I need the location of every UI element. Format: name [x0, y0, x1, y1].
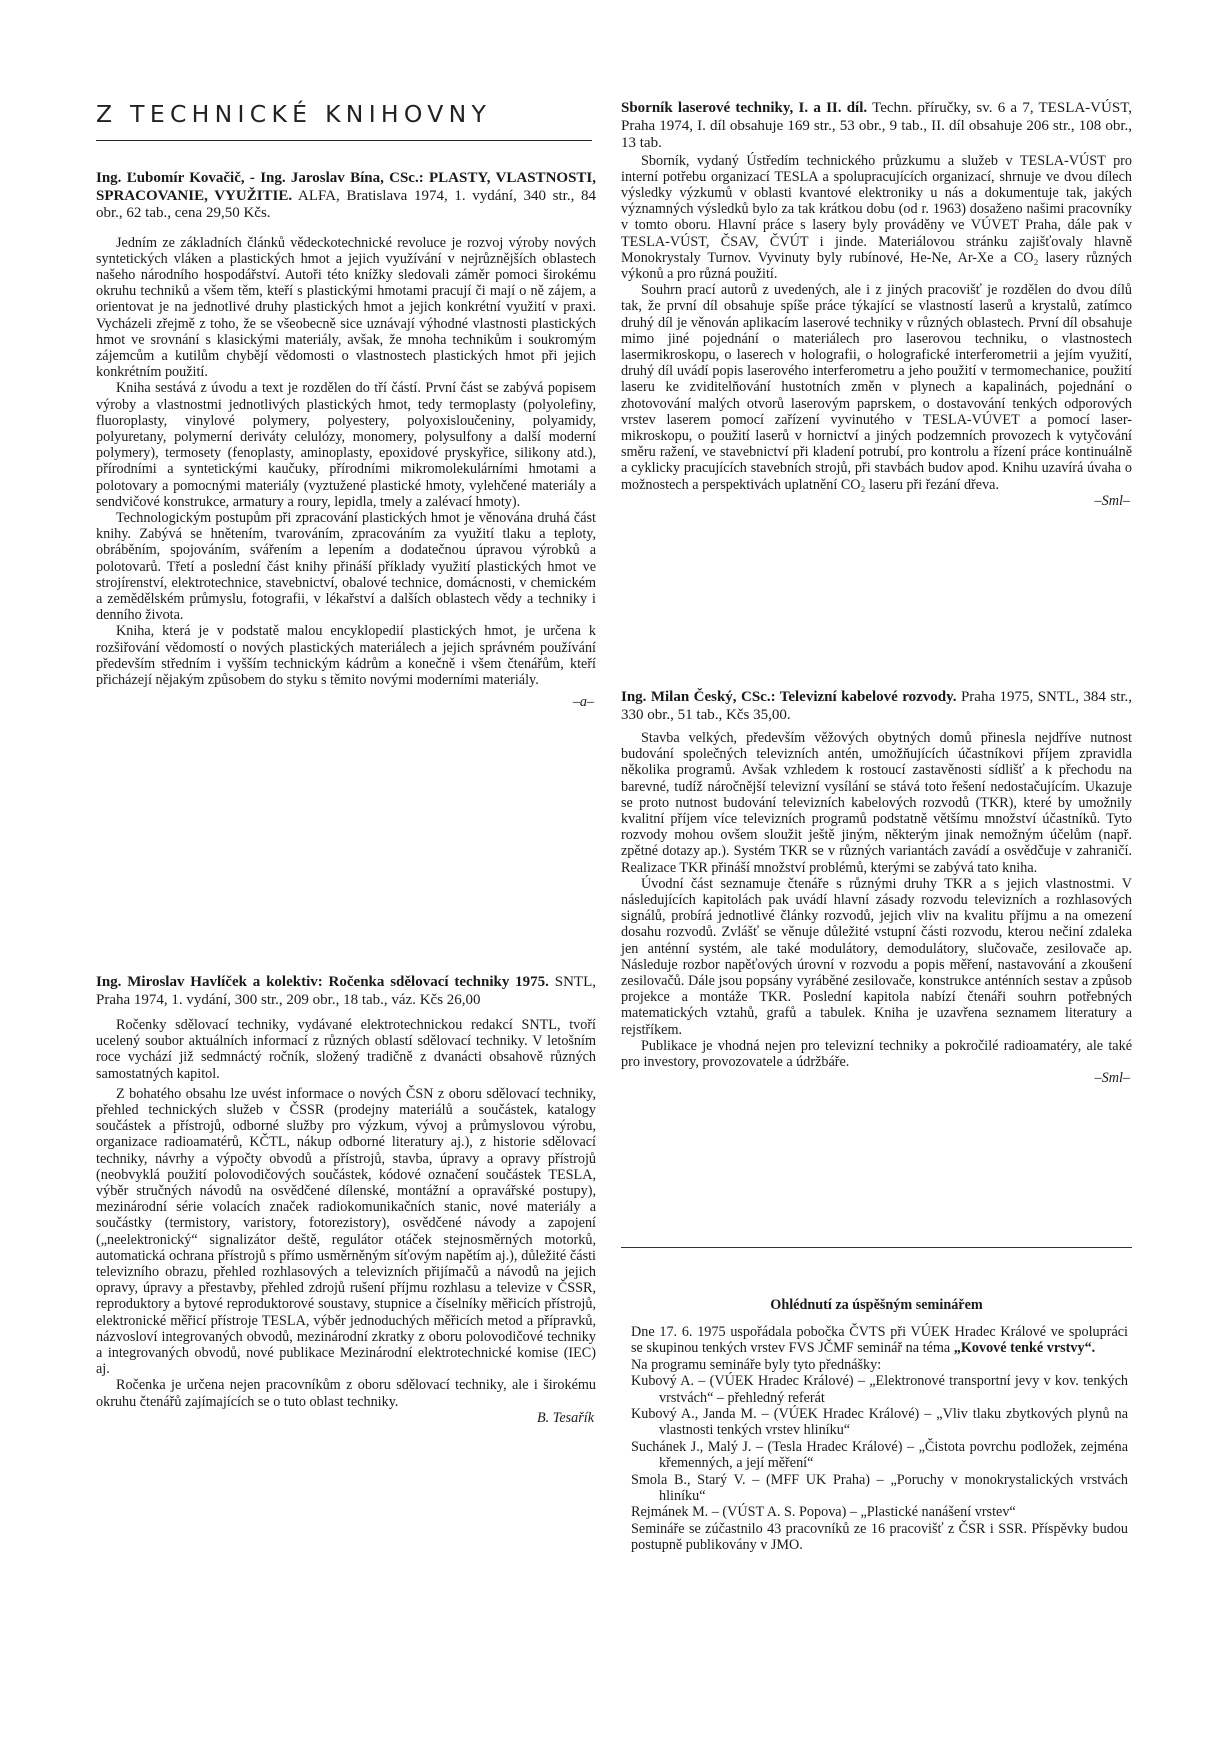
review-paragraph: Z bohatého obsahu lze uvést informace o nových ČSN z oboru sdělovací techniky, přehled technických služeb v ČSSR (prodejny materiálů a součástek, katalogy součástek a přístrojů, odborné služby pro výzkum, vývoj a průmyslovou výrobu, organizace radioamatérů, KČTL, nákup odborné literatury aj.), z historie sdělovací techniky, návrhy a výpočty obvodů a přístrojů, stavba, úpravy a opravy přístrojů (neobvyklá použití polovodičových součástek, kódové označení součástek TESLA, výběr stručných návodů na osvědčené dílenské, montážní a opravářské postupy), mezinárodní série volacích značek radiokomunikačních stanic, nové materiály a součástky (termistory, varistory, fotorezistory), osvědčené návody a zapojení („neelektronický“ signalizátor deště, regulátor otáček stejnosměrných motorků, automatická ochrana přístrojů s přímo usměrněným síťovým napětím aj.), důležité části televizního obrazu, přehled rozhlasových a televizních přijímačů a návodů na jejich opravy, úpravy a přestavby, přehled zdrojů rušení příjmu rozhlasu a televize v ČSSR, reproduktory a bytové reproduktorové soustavy, stupnice a číselníky měřicích přístrojů, elektronické měřicí přístroje TESLA, výběr jednoduchých měřicích metod a přípravků, názvosloví integrovaných obvodů, mezinárodní zkratky z oboru polovodičové techniky a integrovaných obvodů, nové publikace Mezinárodní elektrotechnické komise (IEC) aj.	[96, 1085, 596, 1378]
review-heading	[96, 170, 596, 223]
review-signature: B. Tesařík	[536, 1409, 594, 1426]
review-paragraph: Jedním ze základních článků vědeckotechnické revoluce je rozvoj výroby nových syntetických vláken a plastických hmot a jejich využívání v nejrůznějších oblastech našeho národního hospodářství. Autoři této knížky sledovali záměr pomoci širokému okruhu techniků a všem těm, kteří s plastickými hmotami pracují či mají o ně zájem, a orientovat je na jednotlivé druhy plastických hmot a jejich konkrétní využití v praxi. Vycházeli zřejmě z toho, že se všeobecně sice uznávají výhodné vlastnosti plastických hmot ve srovnání s klasickými materiály, avšak, že mnoha technikům i soukromým zájemcům a kutilům chybějí vědomosti o vlastnostech plastických hmot při jejich konkrétním použití.	[96, 234, 596, 381]
review-paragraph: Stavba velkých, především věžových obytných domů přinesla nejdříve nutnost budování společných televizních antén, umožňujících účastníkovi příjem zpravidla několika programů. Avšak vzhledem k rostoucí zastavěnosti sídlišť a k přechodu na barevné, tudíž náročnější televizní vysílání se stává toto řešení nedostačujícím. Ukazuje se proto nutnost budování televizních kabelových rozvodů (TKR), které by umožnily kvalitní příjem více televizních programů podstatně většímu množství účastníků. Tyto rozvody mohou ovšem sloužit ještě jiným, některým jinak nemožným účelům (např. zpětné dotazy ap.). Systém TKR se v různých variantách zavádí a osvědčuje v zahraničí. Realizace TKR přináší množství problémů, kterými se zabývá tato kniha.	[621, 730, 1132, 876]
review-paragraph: Kniha, která je v podstatě malou encyklopedií plastických hmot, je určena k rozšiřování vědomostí o nových plastických materiálech a jejich správném používání především středním i vyšším technickým kádrům a konečně i všem čtenářům, kteří přicházejí nějakým způsobem do styku s těmito novými moderními materiály.	[96, 623, 596, 688]
review-rocenka	[96, 974, 596, 1426]
review-authors: Ing. Miroslav Havlíček a kolektiv: Ročenka sdělovací techniky 1975.	[96, 974, 549, 990]
review-heading	[621, 100, 1132, 153]
review-body	[621, 730, 1132, 1070]
review-laser	[621, 100, 1132, 509]
report-title: Ohlédnutí za úspěšným seminářem	[770, 1297, 983, 1313]
review-publication: Techn. příručky, sv. 6 a 7, TESLA-VÚST, Praha 1974, I. díl obsahuje 169 str., 53 obr., 9 tab., II. díl obsahuje 206 str., 108 obr., 13 tab.	[621, 100, 1132, 151]
review-heading	[96, 974, 596, 1009]
talk-item: Kubový A., Janda M. – (VÚEK Hradec Králové) – „Vliv tlaku zbytkových plynů na vlastnosti tenkých vrstev hliníku“	[631, 1406, 1128, 1439]
talk-item: Kubový A. – (VÚEK Hradec Králové) – „Elektronové transportní jevy v kov. tenkých vrstvách“ – přehledný referát	[631, 1373, 1128, 1406]
review-body	[96, 1017, 596, 1410]
report-program-label: Na programu semináře byly tyto přednášky:	[631, 1356, 882, 1373]
review-paragraph: Technologickým postupům při zpracování plastických hmot je věnována druhá část knihy. Zabývá se hnětením, tvarováním, zpracováním za využití tlaku a teploty, obráběním, spojováním, svářením a lepením a dodatečnou úpravou výrobků a polotovarů. Třetí a poslední část knihy přináší příklady využití plastických hmot ve strojírenství, elektrotechnice, stavebnictví, obalové technice, domácnosti, v chemickém a zemědělském průmyslu, fotografii, v lékařství a dalších oblastech vědy a techniky i denního života.	[96, 509, 596, 624]
review-authors: Ing. Ľubomír Kovačič, - Ing. Jaroslav Bína, CSc.:	[96, 170, 424, 186]
review-publication: SNTL, Praha 1974, 1. vydání, 300 str., 209 obr., 18 tab., váz. Kčs 26,00	[96, 974, 596, 1008]
report-intro	[631, 1324, 1128, 1357]
review-signature: –Sml–	[1094, 492, 1130, 509]
review-signature: –a–	[572, 694, 594, 711]
review-paragraph: Kniha sestává z úvodu a text je rozdělen do tří částí. První část se zabývá popisem výroby a vlastnostmi jednotlivých plastických hmot, tedy termoplasty (polyolefiny, fluoroplasty, vinylové polymery, polyestery, polyoxisloučeniny, polyamidy, polyuretany, polymerní deriváty celulózy, monomery, polysulfony a další moderní polymery), termosety (fenoplasty, aminoplasty, epoxidové pryskyřice, silikony atd.), přírodními a syntetickými kaučuky, přírodními mikromolekulárními hmotami a polotovary a pomocnými materiály (vyztužené plastické hmoty, vylehčené materiály a sendvičové konstrukce, armatury a roury, lepidla, tmely a zalévací hmoty).	[96, 380, 596, 510]
separator-rule	[621, 1247, 1132, 1248]
review-heading	[621, 689, 1132, 724]
report-topic: „Kovové tenké vrstvy“.	[953, 1340, 1096, 1357]
report-intro-text: Dne 17. 6. 1975 uspořádala pobočka ČVTS při VÚEK Hradec Králové ve spolupráci se skupinou tenkých vrstev FVS JČMF seminář na téma	[631, 1324, 1128, 1357]
review-paragraph: Ročenky sdělovací techniky, vydávané elektrotechnickou redakcí SNTL, tvoří ucelený soubor aktuálních informací z různých oblastí sdělovací techniky. V letošním roce vychází již sedmnáctý ročník, složený tradičně z dvanácti obsahově různých samostatných kapitol.	[96, 1017, 596, 1082]
review-publication: ALFA, Bratislava 1974, 1. vydání, 340 str., 84 obr., 62 tab., cena 29,50 Kčs.	[96, 187, 596, 221]
review-paragraph: Úvodní část seznamuje čtenáře s různými druhy TKR a s jejich vlastnostmi. V následujících kapitolách pak uvádí hlavní zásady rozvodu televizních a rozhlasových signálů, probírá jednotlivé články rozvodů, jejich vliv na kvalitu příjmu a na omezení dosahu rozvodů. Zvlášť se věnuje důležité vstupní části rozvodu, kterou nečiní zdaleka jen anténní systém, ale také modulátory, demodulátory, slučovače, zesilovače ap. Následuje rozbor napěťových úrovní v rozvodu a popis měření, nastavování a zkoušení zesilovačů. Dále jsou popsány vyráběné zesilovače, konstrukce anténních sestav a způsob projekce a montáže TKR. Poslední kapitola nabízí čtenáři souhrn potřebných matematických vztahů, grafů a tabulek. Kniha je uzavřena seznamem literatury a rejstříkem.	[621, 875, 1132, 1038]
review-plasty	[96, 170, 596, 710]
review-authors: Sborník laserové techniky, I. a II. díl.	[621, 100, 868, 116]
review-paragraph: Sborník, vydaný Ústředím technického průzkumu a služeb v TESLA-VÚST pro interní potřebu organizací TESLA a spolupracujících organizací, shrnuje ve dvou dílech výsledky výzkumů v oblasti kvantové elektroniky u nás a dokumentuje tak, jakých významných výsledků bylo za tak krátkou dobu (od r. 1963) dosaženo našimi pracovníky v tomto oboru. Hlavní práce s lasery byly prováděny ve VÚVET Praha, dále pak v TESLA-VÚST, ČSAV, ČVÚT i jinde. Materiálovou stránku zajišťovaly hlavně Monokrystaly Turnov. Vyvinuty byly rubínové, He-Ne, Ar-Xe a CO₂ lasery různých výkonů a pro různá použití.	[621, 152, 1132, 282]
section-title: Z TECHNICKÉ KNIHOVNY	[96, 100, 492, 128]
report-closing: Semináře se zúčastnilo 43 pracovníků ze 16 pracovišť z ČSR i SSR. Příspěvky budou postupně publikovány v JMO.	[631, 1520, 1128, 1554]
talk-item: Smola B., Starý V. – (MFF UK Praha) – „Poruchy v monokrystalických vrstvách hliníku“	[631, 1471, 1128, 1505]
review-tkr	[621, 689, 1132, 1086]
review-body	[621, 153, 1132, 493]
review-paragraph: Souhrn prací autorů z uvedených, ale i z jiných pracovišť je rozdělen do dvou dílů tak, že první díl obsahuje spíše práce týkající se vlastností laserů a krystalů, zatímco druhý díl je věnován aplikacím laserové techniky v různých oblastech. První díl obsahuje mimo jiné pojednání o materiálech pro laserovou techniku, o vlastnostech lasermikroskopu, o laserech v holografii, o holografické interferometrii a jejím využití, druhý díl uvádí popis laserového interferometru a jeho použití v termomechanice, použití laseru ke zviditelňování hustotních změn v plynech a kapalinách, pojednání o zhotovování malých otvorů laserovým paprskem, o dostavování tenkých odporových vrstev laserem pomocí zařízení vyvinutého v TESLA-VÚVET a pomocí laser-mikroskopu, o použití laserů v hornictví a jiných podzemních provozech k vytyčování směru ražení, ve stavebnictví při kladení potrubí, pro kontrolu a řízení práce kontinuálně a cyklicky pracujících stavebních strojů, při stavbách budov apod. Knihu uzavírá úvaha o možnostech a perspektivách uplatnění CO₂ laseru při řezání dřeva.	[621, 282, 1132, 493]
review-paragraph: Publikace je vhodná nejen pro televizní techniky a pokročilé radioamatéry, ale také pro investory, provozovatele a údržbáře.	[621, 1037, 1132, 1071]
talk-item: Rejmánek M. – (VÚST A. S. Popova) – „Plastické nanášení vrstev“	[631, 1504, 1016, 1521]
review-publication: Praha 1975, SNTL, 384 str., 330 obr., 51 tab., Kčs 35,00.	[621, 689, 1133, 723]
seminar-report	[631, 1324, 1128, 1554]
review-title: PLASTY, VLASTNOSTI, SPRACOVANIE, VYUŽITIE.	[96, 170, 596, 204]
review-paragraph: Ročenka je určena nejen pracovníkům z oboru sdělovací techniky, ale i širokému okruhu čtenářů zajímajících se o tuto oblast techniky.	[96, 1377, 596, 1410]
review-authors: Ing. Milan Český, CSc.: Televizní kabelové rozvody.	[621, 689, 957, 705]
talk-item: Suchánek J., Malý J. – (Tesla Hradec Králové) – „Čistota povrchu podložek, zejména křemenných, a její měření“	[631, 1438, 1128, 1472]
title-rule	[96, 140, 592, 141]
review-body	[96, 235, 596, 689]
review-signature: –Sml–	[1094, 1070, 1130, 1087]
